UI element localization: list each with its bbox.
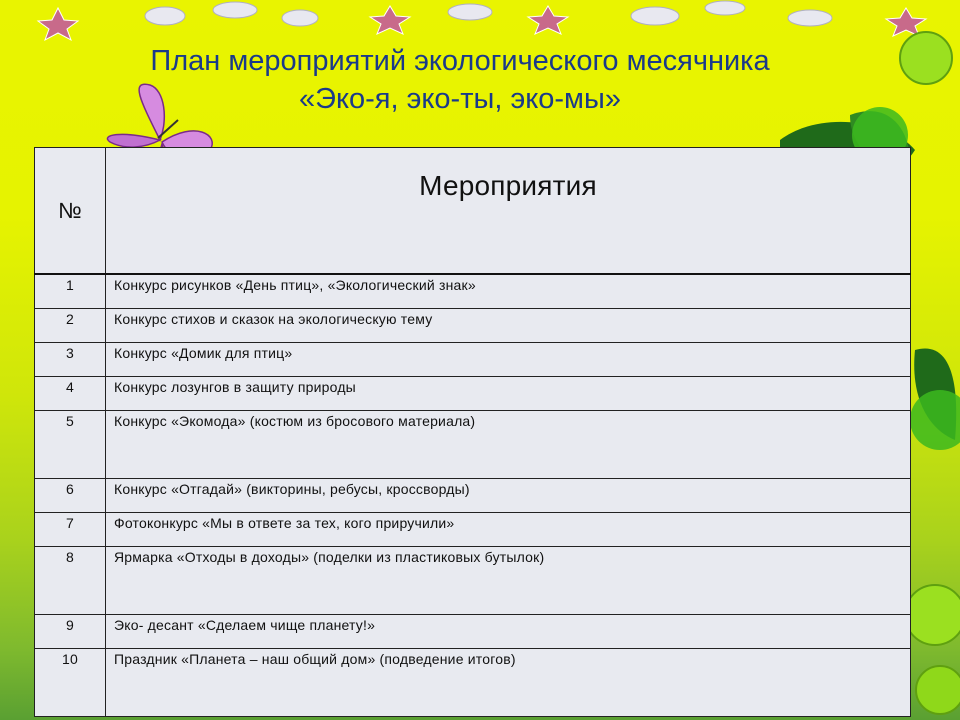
row-number: 10	[35, 648, 106, 716]
title-line-1: План мероприятий экологического месячника	[150, 45, 770, 77]
row-event: Конкурс «Домик для птиц»	[106, 342, 911, 376]
row-event: Ярмарка «Отходы в доходы» (поделки из пластиковых бутылок)	[106, 546, 911, 614]
sparkle-icon	[448, 4, 492, 20]
table-row	[35, 376, 911, 410]
row-number: 2	[35, 308, 106, 342]
sparkle-icon	[145, 7, 185, 25]
star-icon	[528, 6, 568, 34]
table-row	[35, 614, 911, 648]
row-event: Конкурс «Экомода» (костюм из бросового материала)	[106, 410, 911, 478]
row-number: 4	[35, 376, 106, 410]
row-number: 6	[35, 478, 106, 512]
table-row	[35, 512, 911, 546]
row-number: 7	[35, 512, 106, 546]
row-event: Конкурс «Отгадай» (викторины, ребусы, кроссворды)	[106, 478, 911, 512]
table-row	[35, 342, 911, 376]
star-icon	[370, 6, 410, 34]
sparkle-icon	[631, 7, 679, 25]
sparkle-icon	[705, 1, 745, 15]
row-number: 8	[35, 546, 106, 614]
table-row	[35, 274, 911, 308]
table-header-row	[35, 148, 911, 275]
row-event: Конкурс лозунгов в защиту природы	[106, 376, 911, 410]
row-number: 5	[35, 410, 106, 478]
row-event: Фотоконкурс «Мы в ответе за тех, кого приручили»	[106, 512, 911, 546]
header-number: №	[35, 148, 106, 275]
green-bubble-icon	[905, 585, 960, 645]
page-title	[0, 42, 920, 118]
row-event: Конкурс стихов и сказок на экологическую тему	[106, 308, 911, 342]
row-event: Эко- десант «Сделаем чище планету!»	[106, 614, 911, 648]
row-event: Конкурс рисунков «День птиц», «Экологический знак»	[106, 274, 911, 308]
table-row	[35, 308, 911, 342]
row-number: 1	[35, 274, 106, 308]
header-events: Мероприятия	[106, 148, 911, 275]
row-number: 3	[35, 342, 106, 376]
sparkle-icon	[213, 2, 257, 18]
green-bubble-icon	[916, 666, 960, 714]
events-table	[34, 147, 911, 717]
table-row	[35, 478, 911, 512]
table-row	[35, 546, 911, 614]
title-line-2: «Эко-я, эко-ты, эко-мы»	[299, 83, 621, 115]
table-row	[35, 648, 911, 716]
table-row	[35, 410, 911, 478]
green-bubble-icon	[910, 390, 960, 450]
row-number: 9	[35, 614, 106, 648]
star-icon	[38, 8, 78, 40]
row-event: Праздник «Планета – наш общий дом» (подведение итогов)	[106, 648, 911, 716]
sparkle-icon	[282, 10, 318, 26]
